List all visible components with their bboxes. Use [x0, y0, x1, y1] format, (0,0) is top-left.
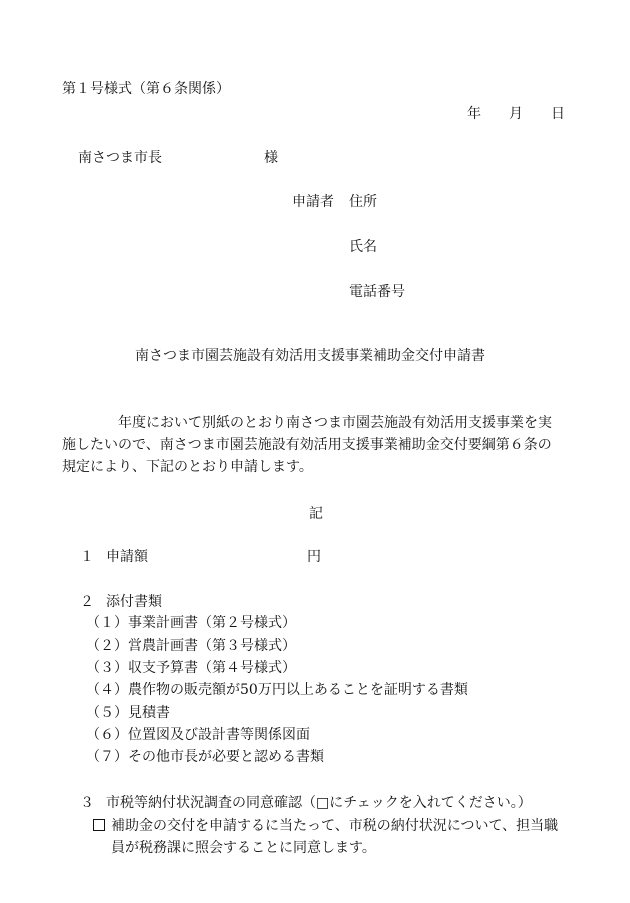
attachment-text: 収支予算書（第４号様式）: [128, 660, 296, 676]
section1-number: １: [80, 549, 94, 565]
applicant-address-label: 住所: [349, 194, 377, 210]
addressee-honorific: 様: [264, 150, 278, 166]
applicant-phone-label: 電話番号: [349, 284, 405, 300]
intro-paragraph: [62, 412, 584, 478]
attachment-num: （１）: [86, 615, 128, 631]
consent-line-2: 員が税務課に照会することに同意します。: [111, 840, 376, 856]
attachment-num: （４）: [86, 682, 128, 698]
document-title: 南さつま市園芸施設有効活用支援事業補助金交付申請書: [135, 348, 485, 364]
attachment-num: （６）: [86, 727, 128, 743]
intro-line: 年度において別紙のとおり南さつま市園芸施設有効活用支援事業を実: [118, 415, 552, 431]
date-year-label: 年: [467, 106, 481, 122]
addressee-name: 南さつま市長: [78, 150, 162, 166]
applicant-label: 申請者: [292, 194, 334, 210]
section1-label: 申請額: [106, 549, 148, 565]
consent-checkbox[interactable]: [93, 819, 105, 831]
attachment-text: 営農計画書（第３号様式）: [128, 638, 296, 654]
section2-number: ２: [80, 594, 94, 610]
consent-line-1: [93, 817, 558, 835]
attachment-text: 農作物の販売額が50万円以上あることを証明する書類: [128, 682, 468, 698]
applicant-name-label: 氏名: [349, 239, 377, 255]
attachment-num: （７）: [86, 749, 128, 765]
attachment-text: その他市長が必要と認める書類: [128, 749, 324, 765]
attachment-text: 事業計画書（第２号様式）: [128, 615, 296, 631]
section3-number: ３: [80, 795, 94, 811]
form-number: 第１号様式（第６条関係）: [62, 81, 230, 97]
attachment-text: 位置図及び設計書等関係図面: [128, 727, 310, 743]
ki-heading: 記: [309, 506, 323, 522]
attachment-num: （２）: [86, 638, 128, 654]
section2-label: 添付書類: [106, 594, 162, 610]
section3-label: 市税等納付状況調査の同意確認（□にチェックを入れてください。）: [106, 795, 532, 811]
attachment-num: （５）: [86, 705, 128, 721]
attachment-num: （３）: [86, 660, 128, 676]
date-day-label: 日: [551, 106, 565, 122]
intro-line: 施したいので、南さつま市園芸施設有効活用支援事業補助金交付要綱第６条の: [62, 437, 552, 453]
section1-unit: 円: [307, 549, 321, 565]
attachment-text: 見積書: [128, 705, 170, 721]
consent-text: 補助金の交付を申請するに当たって、市税の納付状況について、担当職: [111, 818, 559, 834]
date-month-label: 月: [509, 106, 523, 122]
intro-line: 規定により、下記のとおり申請します。: [62, 459, 313, 475]
